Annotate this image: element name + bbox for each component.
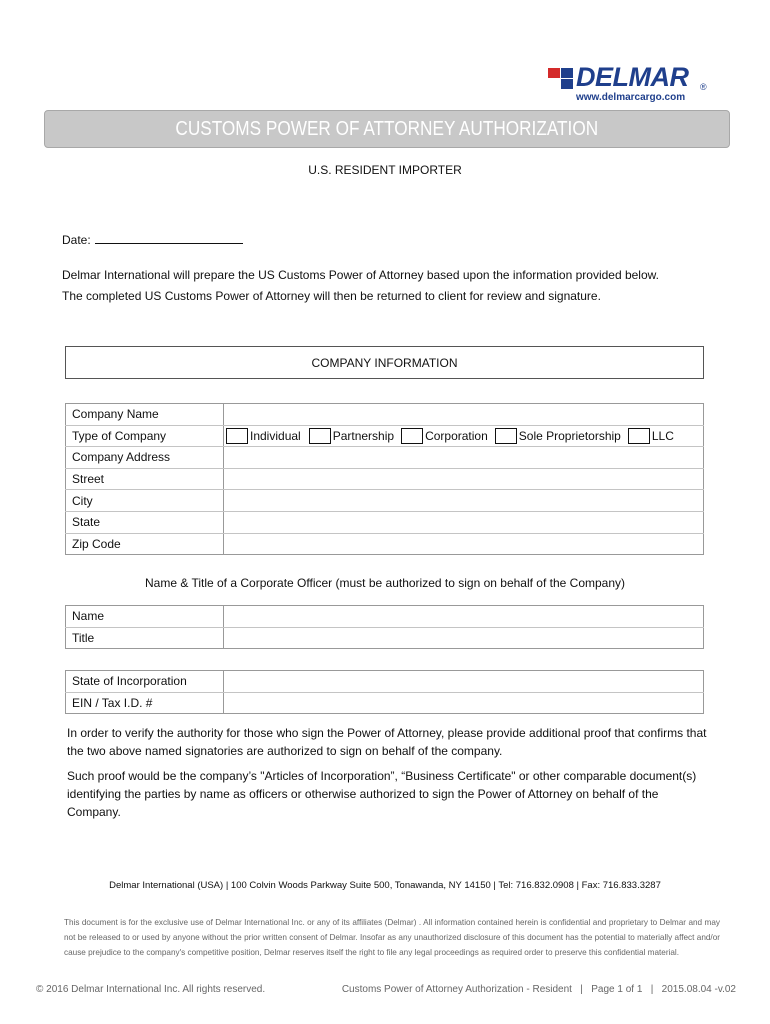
option-label: Individual — [250, 428, 301, 443]
table-row — [66, 404, 704, 426]
subtitle: U.S. RESIDENT IMPORTER — [308, 163, 462, 177]
table-row — [66, 490, 704, 512]
checkbox[interactable] — [401, 428, 423, 444]
company-name-field[interactable] — [224, 404, 704, 426]
footer-version: 2015.08.04 -v.02 — [661, 984, 736, 995]
officer-title-label: Title — [66, 627, 224, 649]
company-address-label: Company Address — [66, 447, 224, 469]
table-row — [66, 692, 704, 714]
state-of-incorporation-field[interactable] — [224, 671, 704, 693]
proof-paragraph-1: In order to verify the authority for those who sign the Power of Attorney, please provide additional proof that confirms that the two above named signatories are authorized to sign on behalf of the company. — [67, 726, 707, 758]
state-field[interactable] — [224, 511, 704, 533]
state-label: State — [66, 511, 224, 533]
company-info-table — [65, 403, 704, 555]
ein-label: EIN / Tax I.D. # — [66, 692, 224, 714]
section-company-information — [65, 346, 704, 379]
table-row — [66, 447, 704, 469]
table-row — [66, 468, 704, 490]
option-label: Sole Proprietorship — [518, 428, 621, 443]
officer-heading: Name & Title of a Corporate Officer (must be authorized to sign on behalf of the Company) — [144, 576, 626, 590]
section-title: COMPANY INFORMATION — [311, 355, 458, 370]
table-row — [66, 533, 704, 555]
type-of-company-field — [224, 425, 704, 447]
officer-name-field[interactable] — [224, 606, 704, 628]
footer-copyright: © 2016 Delmar International Inc. All rights reserved. — [36, 984, 266, 995]
option-label: Corporation — [425, 428, 488, 443]
delmar-logo-mark-icon — [548, 66, 574, 92]
company-address-field[interactable] — [224, 447, 704, 469]
date-field — [62, 232, 243, 247]
officer-title-field[interactable] — [224, 627, 704, 649]
date-blank-line[interactable] — [95, 232, 243, 244]
officer-name-label: Name — [66, 606, 224, 628]
checkbox[interactable] — [226, 428, 248, 444]
page-footer — [36, 984, 736, 995]
table-row — [66, 671, 704, 693]
type-of-company-label: Type of Company — [66, 425, 224, 447]
checkbox[interactable] — [309, 428, 331, 444]
logo-registered-mark: ® — [700, 82, 707, 92]
footer-doc-name: Customs Power of Attorney Authorization - Resident — [341, 984, 572, 995]
zip-code-label: Zip Code — [66, 533, 224, 555]
option-partnership[interactable] — [309, 428, 401, 444]
date-label: Date: — [62, 233, 91, 247]
city-field[interactable] — [224, 490, 704, 512]
option-llc[interactable] — [628, 428, 681, 444]
page-title: CUSTOMS POWER OF ATTORNEY AUTHORIZATION — [175, 117, 599, 140]
intro-line-1: Delmar International will prepare the US Customs Power of Attorney based upon the information provided below. — [62, 268, 659, 282]
logo-url: www.delmarcargo.com — [576, 92, 686, 103]
zip-code-field[interactable] — [224, 533, 704, 555]
officer-table — [65, 605, 704, 649]
city-label: City — [66, 490, 224, 512]
checkbox[interactable] — [495, 428, 517, 444]
street-field[interactable] — [224, 468, 704, 490]
delmar-logo — [548, 62, 718, 108]
company-address-footer: Delmar International (USA) | 100 Colvin Woods Parkway Suite 500, Tonawanda, NY 14150 | Tel: 716.832.0908 | Fax: 716.833.3287 — [109, 880, 661, 891]
footer-doc-info: Customs Power of Attorney Authorization - Resident | Page 1 of 1 | 2015.08.04 -v.02 — [341, 984, 736, 995]
intro-line-2: The completed US Customs Power of Attorney will then be returned to client for review and signature. — [62, 289, 601, 303]
table-row — [66, 627, 704, 649]
ein-field[interactable] — [224, 692, 704, 714]
table-row — [66, 511, 704, 533]
option-label: Partnership — [332, 428, 395, 443]
table-row — [66, 606, 704, 628]
checkbox[interactable] — [628, 428, 650, 444]
intro-text — [62, 265, 722, 307]
footer-page: Page 1 of 1 — [591, 984, 643, 995]
option-corporation[interactable] — [401, 428, 495, 444]
company-type-options — [226, 428, 697, 444]
proof-paragraph-2: Such proof would be the company’s "Articles of Incorporation”, “Business Certificate" or other comparable document(s) identifying the parties by name as officers or otherwise authorized to sign the Power of Attorney on behalf of the Company. — [67, 769, 697, 819]
table-row — [66, 425, 704, 447]
incorporation-table — [65, 670, 704, 714]
logo-brand: DELMAR — [576, 62, 689, 92]
confidentiality-disclaimer: This document is for the exclusive use of Delmar International Inc. or any of its affiliates (Delmar) . All information contained herein is confidential and proprietary to Delmar and may not be released to or used by anyone without the prior written consent of Delmar. Insofar as any unauthorized disclosure of this document has the potential to materially affect and/or cause prejudice to the company's competitive position, Delmar reserves itself the right to file any legal proceedings as required order to preserve this confidential material. — [64, 918, 720, 957]
street-label: Street — [66, 468, 224, 490]
state-of-incorporation-label: State of Incorporation — [66, 671, 224, 693]
option-label: LLC — [651, 428, 674, 443]
title-band — [44, 110, 730, 148]
company-name-label: Company Name — [66, 404, 224, 426]
option-sole-proprietorship[interactable] — [495, 428, 628, 444]
option-individual[interactable] — [226, 428, 309, 444]
